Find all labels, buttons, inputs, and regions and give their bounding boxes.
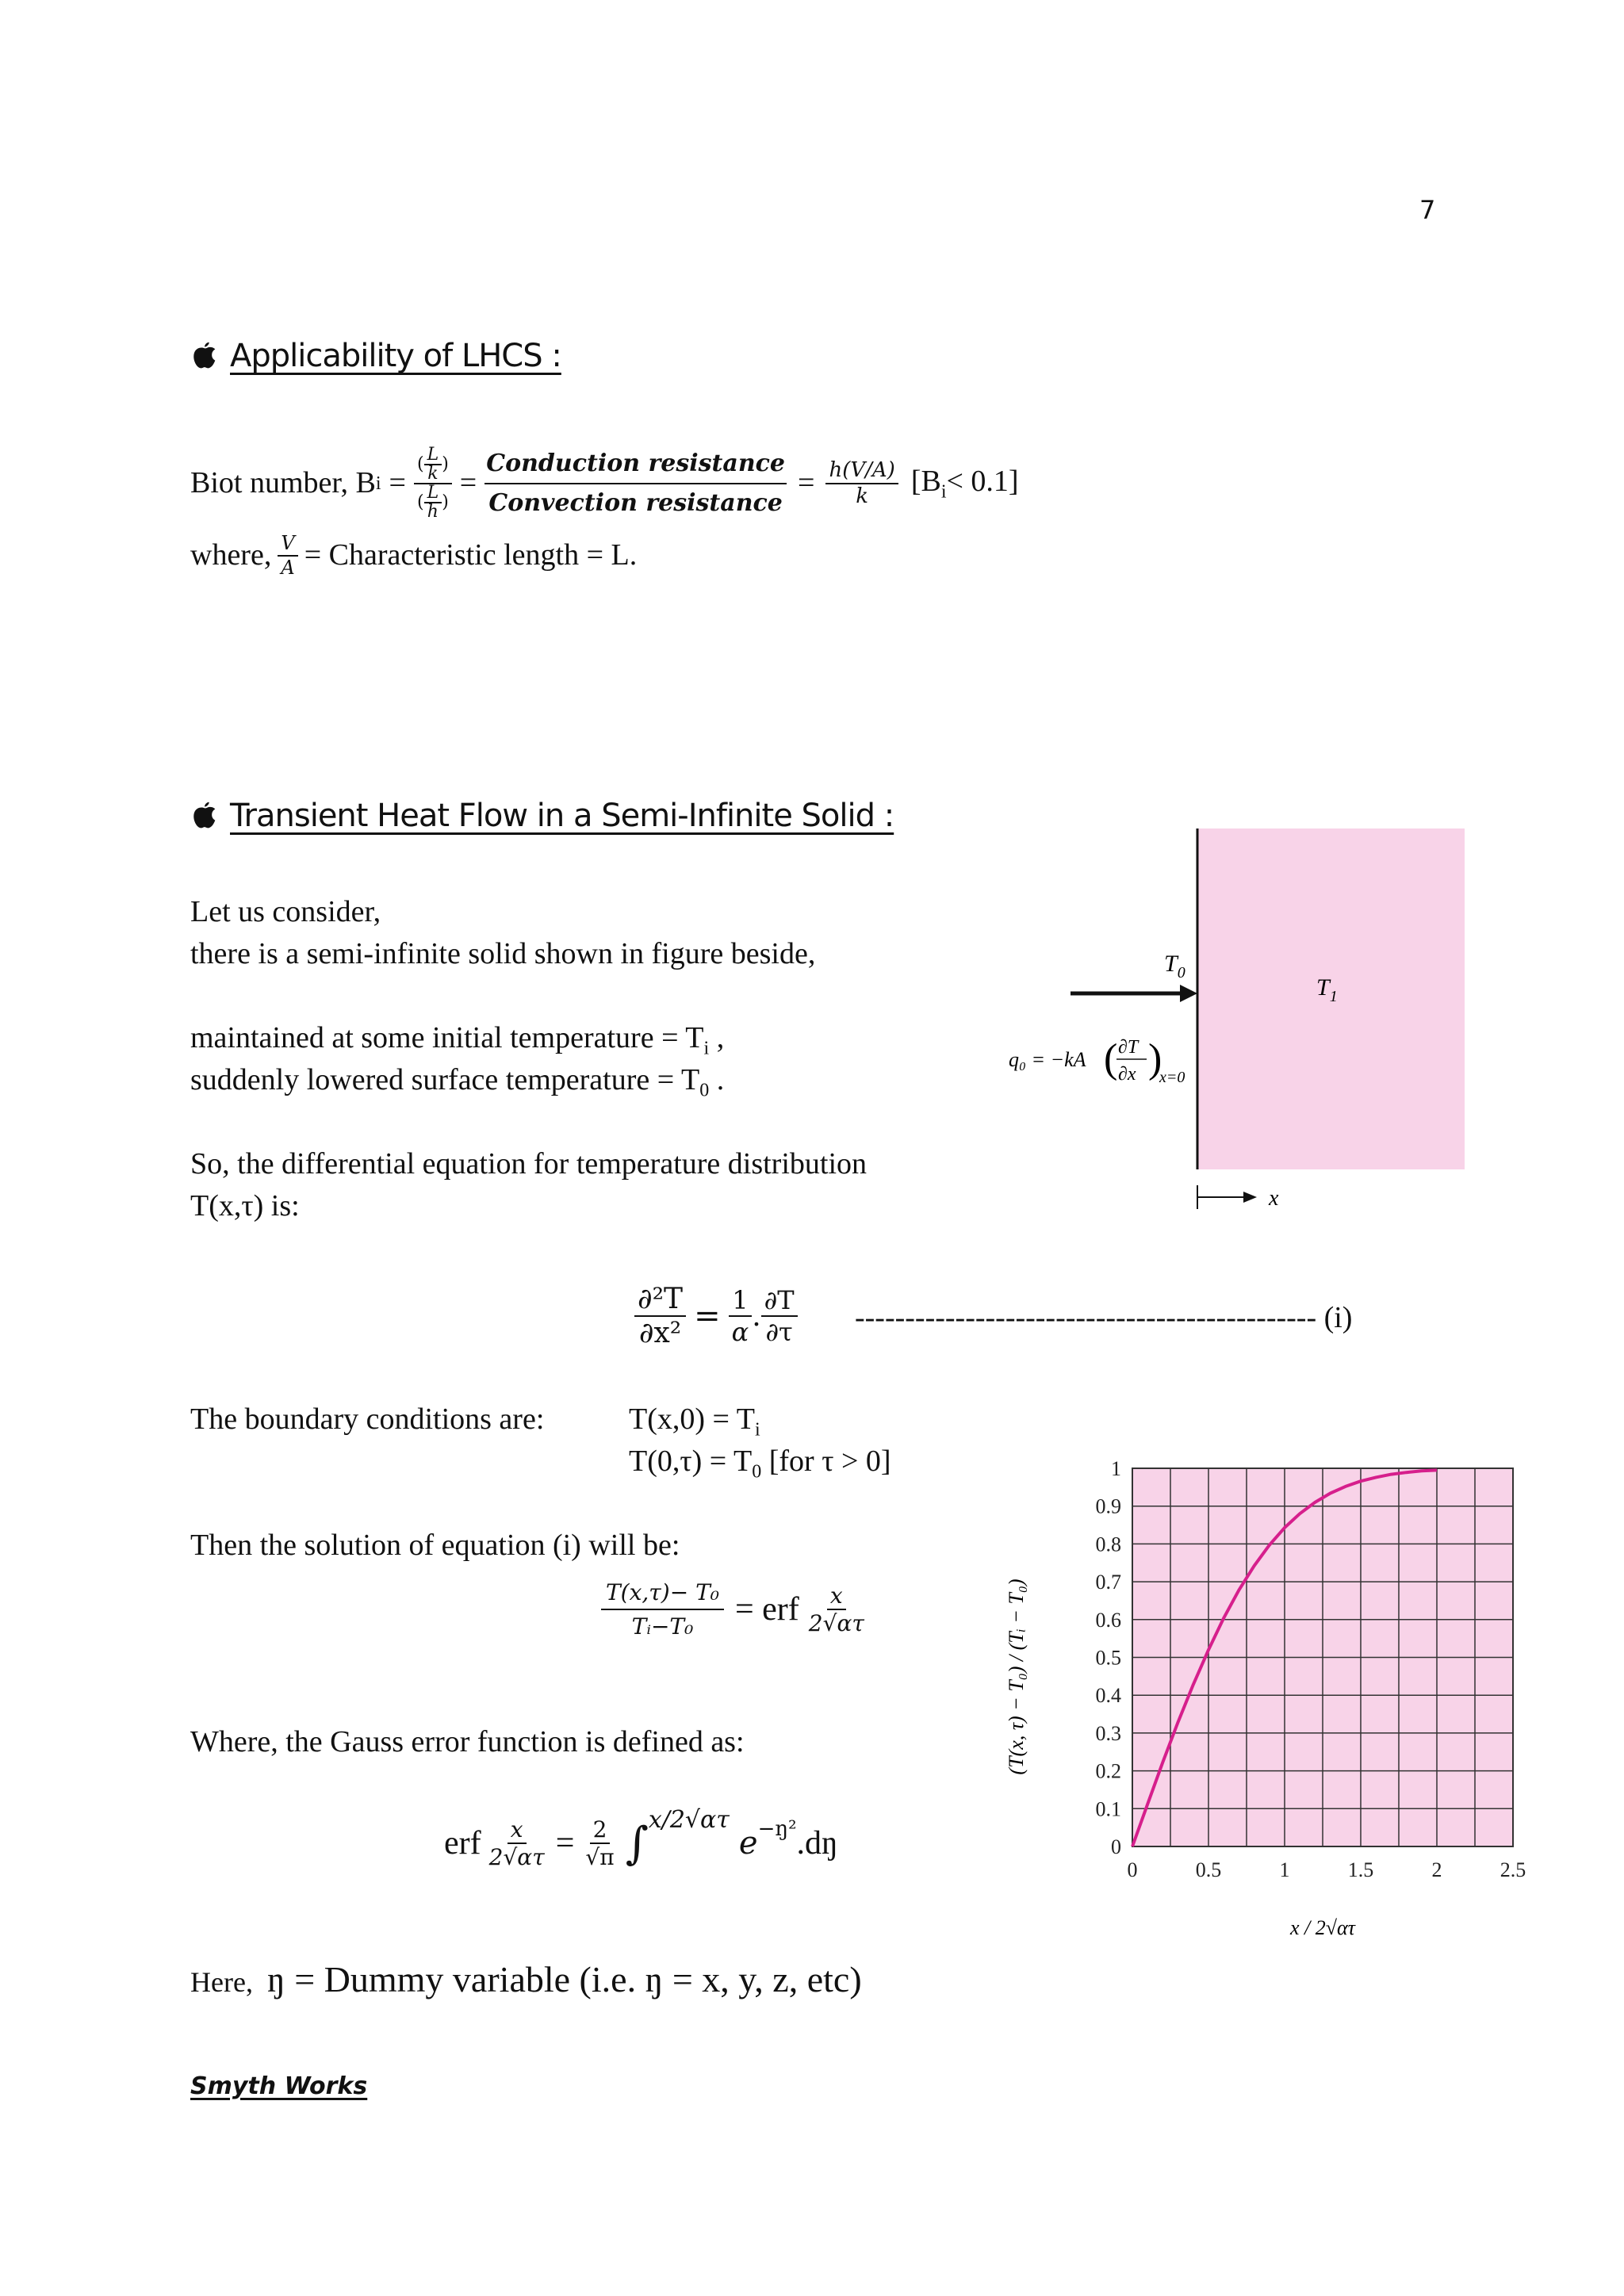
x-tick-label: 2 xyxy=(1431,1858,1442,1881)
biot-sub: i xyxy=(375,473,381,494)
solution-num: T(x,τ)− T₀ xyxy=(601,1579,724,1610)
solution-den: Tᵢ−T₀ xyxy=(631,1613,694,1640)
pde-r2-num: ∂T xyxy=(761,1285,798,1317)
x-axis-label: x / 2√ατ xyxy=(1290,1916,1355,1939)
apple-icon xyxy=(190,339,219,369)
hva-den: k xyxy=(856,484,869,508)
equals-sign: = xyxy=(459,466,477,500)
y-axis-label: (T(x, τ) − T₀) / (Tᵢ − T₀) xyxy=(1005,1578,1028,1775)
equation-label: ---------------------------------------------- (i) xyxy=(855,1301,1353,1334)
biot-condition: $[B_i< 0.1]$ xyxy=(910,464,1019,503)
surface-temp-label: $T_0$ xyxy=(1164,951,1185,982)
dummy-variable-line: Here, ŋ = Dummy variable (i.e. ŋ = x, y, z, etc) xyxy=(190,1959,862,1999)
heading-text: Transient Heat Flow in a Semi-Infinite Solid : xyxy=(230,798,894,834)
pde-lhs-num: ∂²T xyxy=(634,1283,686,1317)
y-tick-label: 0.5 xyxy=(1095,1646,1121,1670)
arrow-head-icon xyxy=(1180,985,1197,1002)
heat-equation xyxy=(634,1272,798,1360)
x-tick-label: 0 xyxy=(1127,1858,1138,1881)
flux-sub: x=0 xyxy=(1159,1069,1185,1086)
body-text: there is a semi-infinite solid shown in figure beside, xyxy=(190,937,816,970)
pde-r1-den: α xyxy=(731,1317,749,1347)
arrow-head-icon xyxy=(1243,1192,1257,1203)
body-text: suddenly lowered surface temperature = $T_0$ . xyxy=(190,1063,725,1101)
solution-intro: Then the solution of equation (i) will be: xyxy=(190,1529,680,1562)
where-tail: = Characteristic length = L. xyxy=(304,538,638,572)
flux-label: q₀ = −kA xyxy=(1009,1048,1086,1071)
frac-lh-den: h xyxy=(427,502,439,522)
page-number: 7 xyxy=(1419,195,1436,225)
x-tick-label: 2.5 xyxy=(1500,1858,1526,1881)
erf-coef-den: √π xyxy=(585,1844,615,1870)
integrand-base: e xyxy=(738,1825,758,1862)
flux-paren-close: ) xyxy=(1148,1036,1162,1081)
boundary-conditions-label: The boundary conditions are: xyxy=(190,1402,545,1436)
integrand-tail: .dŋ xyxy=(796,1825,838,1862)
y-tick-label: 0.6 xyxy=(1095,1608,1121,1632)
y-tick-label: 0.8 xyxy=(1095,1533,1121,1556)
y-tick-label: 0.2 xyxy=(1095,1759,1121,1783)
x-tick-label: 1 xyxy=(1279,1858,1290,1881)
footer-author: Smyth Works xyxy=(190,2072,368,2100)
solution-equation xyxy=(601,1570,868,1649)
va-den: A xyxy=(281,557,295,579)
equals-sign: = xyxy=(694,1298,721,1334)
body-text: So, the differential equation for temperature distribution xyxy=(190,1147,867,1181)
frac-lk-den: k xyxy=(427,464,439,484)
y-tick-label: 0.9 xyxy=(1095,1494,1121,1518)
pde-dot: . xyxy=(752,1299,761,1333)
boundary-condition-2: $T(0,\tau) = T_0$ [for τ > 0] xyxy=(629,1445,891,1483)
equals-sign: = xyxy=(389,466,406,500)
resistance-words-fraction xyxy=(485,450,787,518)
pde-lhs-den: ∂x² xyxy=(638,1317,682,1349)
y-tick-label: 0.3 xyxy=(1095,1721,1121,1745)
convection-resistance: Convection resistance xyxy=(488,489,783,517)
biot-prefix: Biot number, B xyxy=(190,466,376,500)
equals-sign: = xyxy=(798,466,815,500)
erf-coef-num: 2 xyxy=(590,1816,611,1844)
y-tick-label: 0.1 xyxy=(1095,1797,1121,1821)
frac-lh-num: L xyxy=(424,484,442,503)
heading-text: Applicability of LHCS : xyxy=(230,338,561,374)
flux-partial-den: ∂x xyxy=(1118,1064,1136,1085)
where-prefix: where, xyxy=(190,538,272,572)
biot-number-equation xyxy=(190,444,1019,523)
section-heading-lhcs xyxy=(190,338,561,374)
pde-r1-num: 1 xyxy=(729,1285,751,1317)
erf-definition xyxy=(444,1800,838,1887)
conduction-resistance: Conduction resistance xyxy=(485,450,787,484)
integrand-exponent: −ŋ² xyxy=(757,1817,797,1841)
body-text: Let us consider, xyxy=(190,895,381,928)
y-tick-label: 0 xyxy=(1111,1835,1121,1858)
hva-num: h(V/A) xyxy=(825,458,898,484)
erf-arg-den: 2√ατ xyxy=(488,1844,545,1870)
body-text: maintained at some initial temperature = $T_i$ , xyxy=(190,1021,725,1059)
y-tick-label: 0.7 xyxy=(1095,1571,1121,1594)
apple-icon xyxy=(190,799,219,829)
erf-arg-num: x xyxy=(508,1816,527,1844)
hva-fraction xyxy=(825,458,898,509)
integral-limit: x/2√ατ xyxy=(648,1806,730,1834)
solution-arg-num: x xyxy=(827,1582,846,1610)
semi-infinite-solid-figure xyxy=(983,817,1491,1229)
flux-partial-num: ∂T xyxy=(1118,1037,1139,1058)
equals-sign: = xyxy=(555,1825,575,1862)
pde-r2-den: ∂τ xyxy=(765,1317,793,1347)
x-tick-label: 1.5 xyxy=(1347,1858,1374,1881)
gauss-intro: Where, the Gauss error function is defined as: xyxy=(190,1725,745,1758)
x-tick-label: 0.5 xyxy=(1195,1858,1222,1881)
va-num: V xyxy=(278,532,297,557)
characteristic-length-line xyxy=(190,528,637,584)
solution-erf: = erf xyxy=(734,1591,799,1628)
solution-arg-den: 2√ατ xyxy=(808,1610,864,1636)
section-heading-semi-infinite xyxy=(190,798,894,834)
boundary-condition-1: $T(x,0) = T_i$ xyxy=(629,1402,760,1441)
y-tick-label: 1 xyxy=(1111,1457,1121,1480)
erf-label: erf xyxy=(444,1825,481,1862)
integral-sign: ∫ xyxy=(625,1817,649,1869)
interior-temp-label: $T_1$ xyxy=(1316,974,1338,1005)
body-text: T(x,τ) is: xyxy=(190,1189,300,1223)
y-tick-label: 0.4 xyxy=(1095,1684,1121,1708)
va-fraction xyxy=(278,532,297,580)
flux-paren-open: ( xyxy=(1104,1036,1118,1081)
x-axis-label: x xyxy=(1269,1186,1279,1211)
resistance-ratio-fraction: ( $\frac{L}{k}$ ) ( $\frac{L}{h}$ ) xyxy=(414,446,452,521)
frac-lk-num: L xyxy=(424,446,442,465)
erf-chart xyxy=(983,1443,1554,1966)
